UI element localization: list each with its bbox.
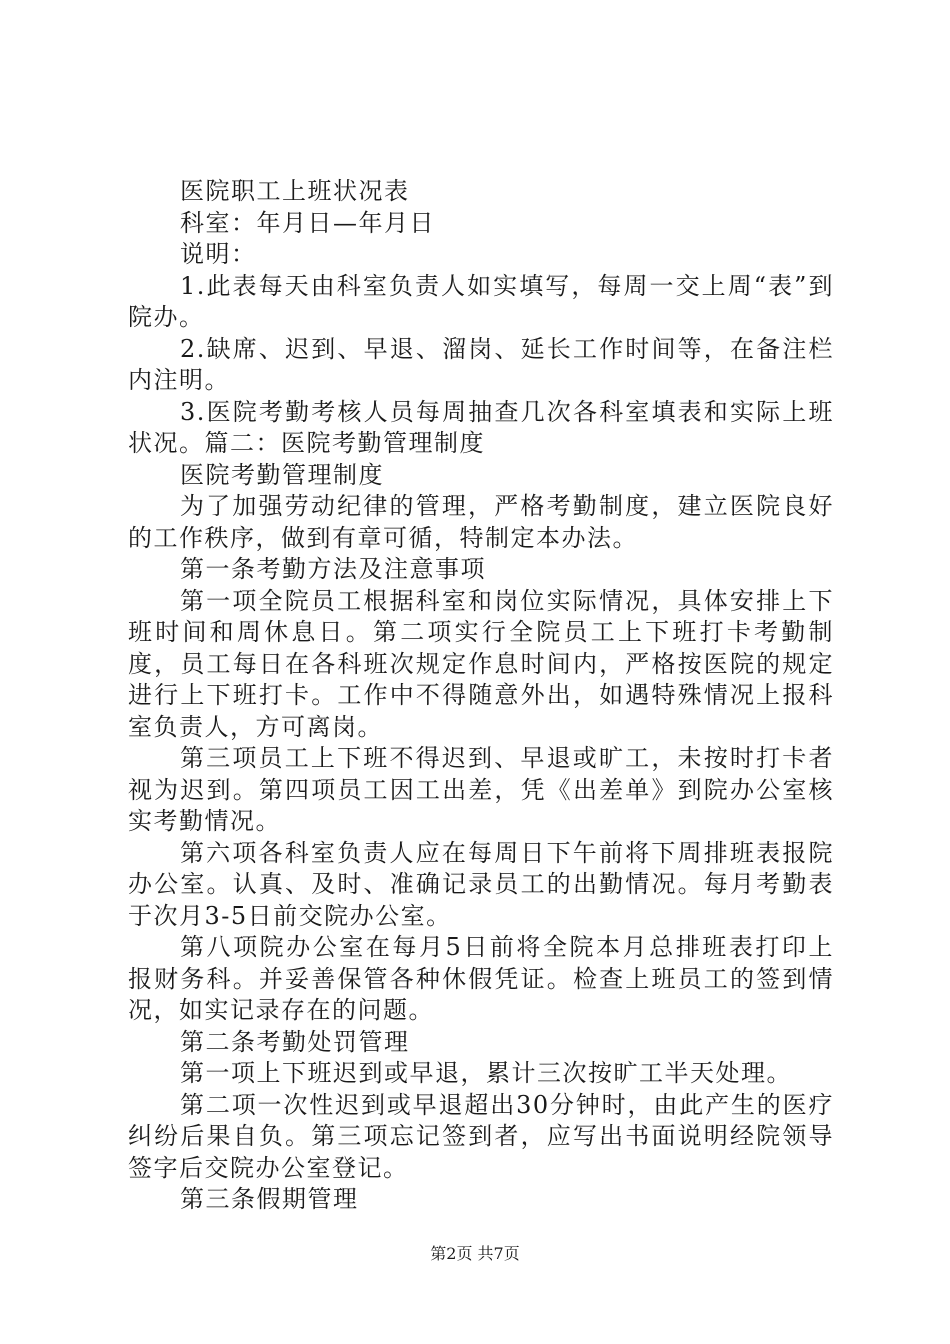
article-1-paragraph-4: 第八项院办公室在每月5日前将全院本月总排班表打印上报财务科。并妥善保管各种休假凭证。检查上班员工的签到情况，如实记录存在的问题。: [128, 933, 834, 1024]
article-1-paragraph-3: 第六项各科室负责人应在每周日下午前将下周排班表报院办公室。认真、及时、准确记录员工的出勤情况。每月考勤表于次月3-5日前交院办公室。: [128, 838, 834, 930]
article-3-heading: 第三条假期管理: [180, 1185, 359, 1213]
notes-heading: 说明：: [180, 240, 257, 268]
page-number-footer: 第2页 共7页: [430, 1244, 520, 1263]
note-item-2: 2.缺席、迟到、早退、溜岗、延长工作时间等，在备注栏内注明。: [128, 334, 834, 394]
article-2-heading: 第二条考勤处罚管理: [180, 1027, 410, 1056]
document-body: [128, 176, 834, 1216]
article-1-heading: 第一条考勤方法及注意事项: [180, 555, 486, 583]
section-title: 医院考勤管理制度: [180, 460, 384, 489]
article-2-paragraph-1: 第一项上下班迟到或早退，累计三次按旷工半天处理。: [180, 1059, 792, 1087]
article-2-paragraph-2: 第二项一次性迟到或早退超出30分钟时，由此产生的医疗纠纷后果自负。第三项忘记签到者，应写出书面说明经院领导签字后交院办公室登记。: [128, 1090, 834, 1182]
intro-paragraph: 为了加强劳动纪律的管理，严格考勤制度，建立医院良好的工作秩序，做到有章可循，特制定本办法。: [128, 492, 834, 552]
department-date-line: 科室：年月日—年月日: [180, 208, 435, 237]
note-item-3: 3.医院考勤考核人员每周抽查几次各科室填表和实际上班状况。篇二：医院考勤管理制度: [128, 397, 834, 457]
article-1-paragraph-1: 第一项全院员工根据科室和岗位实际情况，具体安排上下班时间和周休息日。第二项实行全院员工上下班打卡考勤制度，员工每日在各科班次规定作息时间内，严格按医院的规定进行上下班打卡。工作中不得随意外出，如遇特殊情况上报科室负责人，方可离岗。: [128, 586, 834, 741]
note-item-1: 1.此表每天由科室负责人如实填写，每周一交上周“表”到院办。: [128, 271, 834, 331]
doc-title: 医院职工上班状况表: [180, 177, 410, 205]
article-1-paragraph-2: 第三项员工上下班不得迟到、早退或旷工，未按时打卡者视为迟到。第四项员工因工出差，凭《出差单》到院办公室核实考勤情况。: [128, 744, 834, 835]
